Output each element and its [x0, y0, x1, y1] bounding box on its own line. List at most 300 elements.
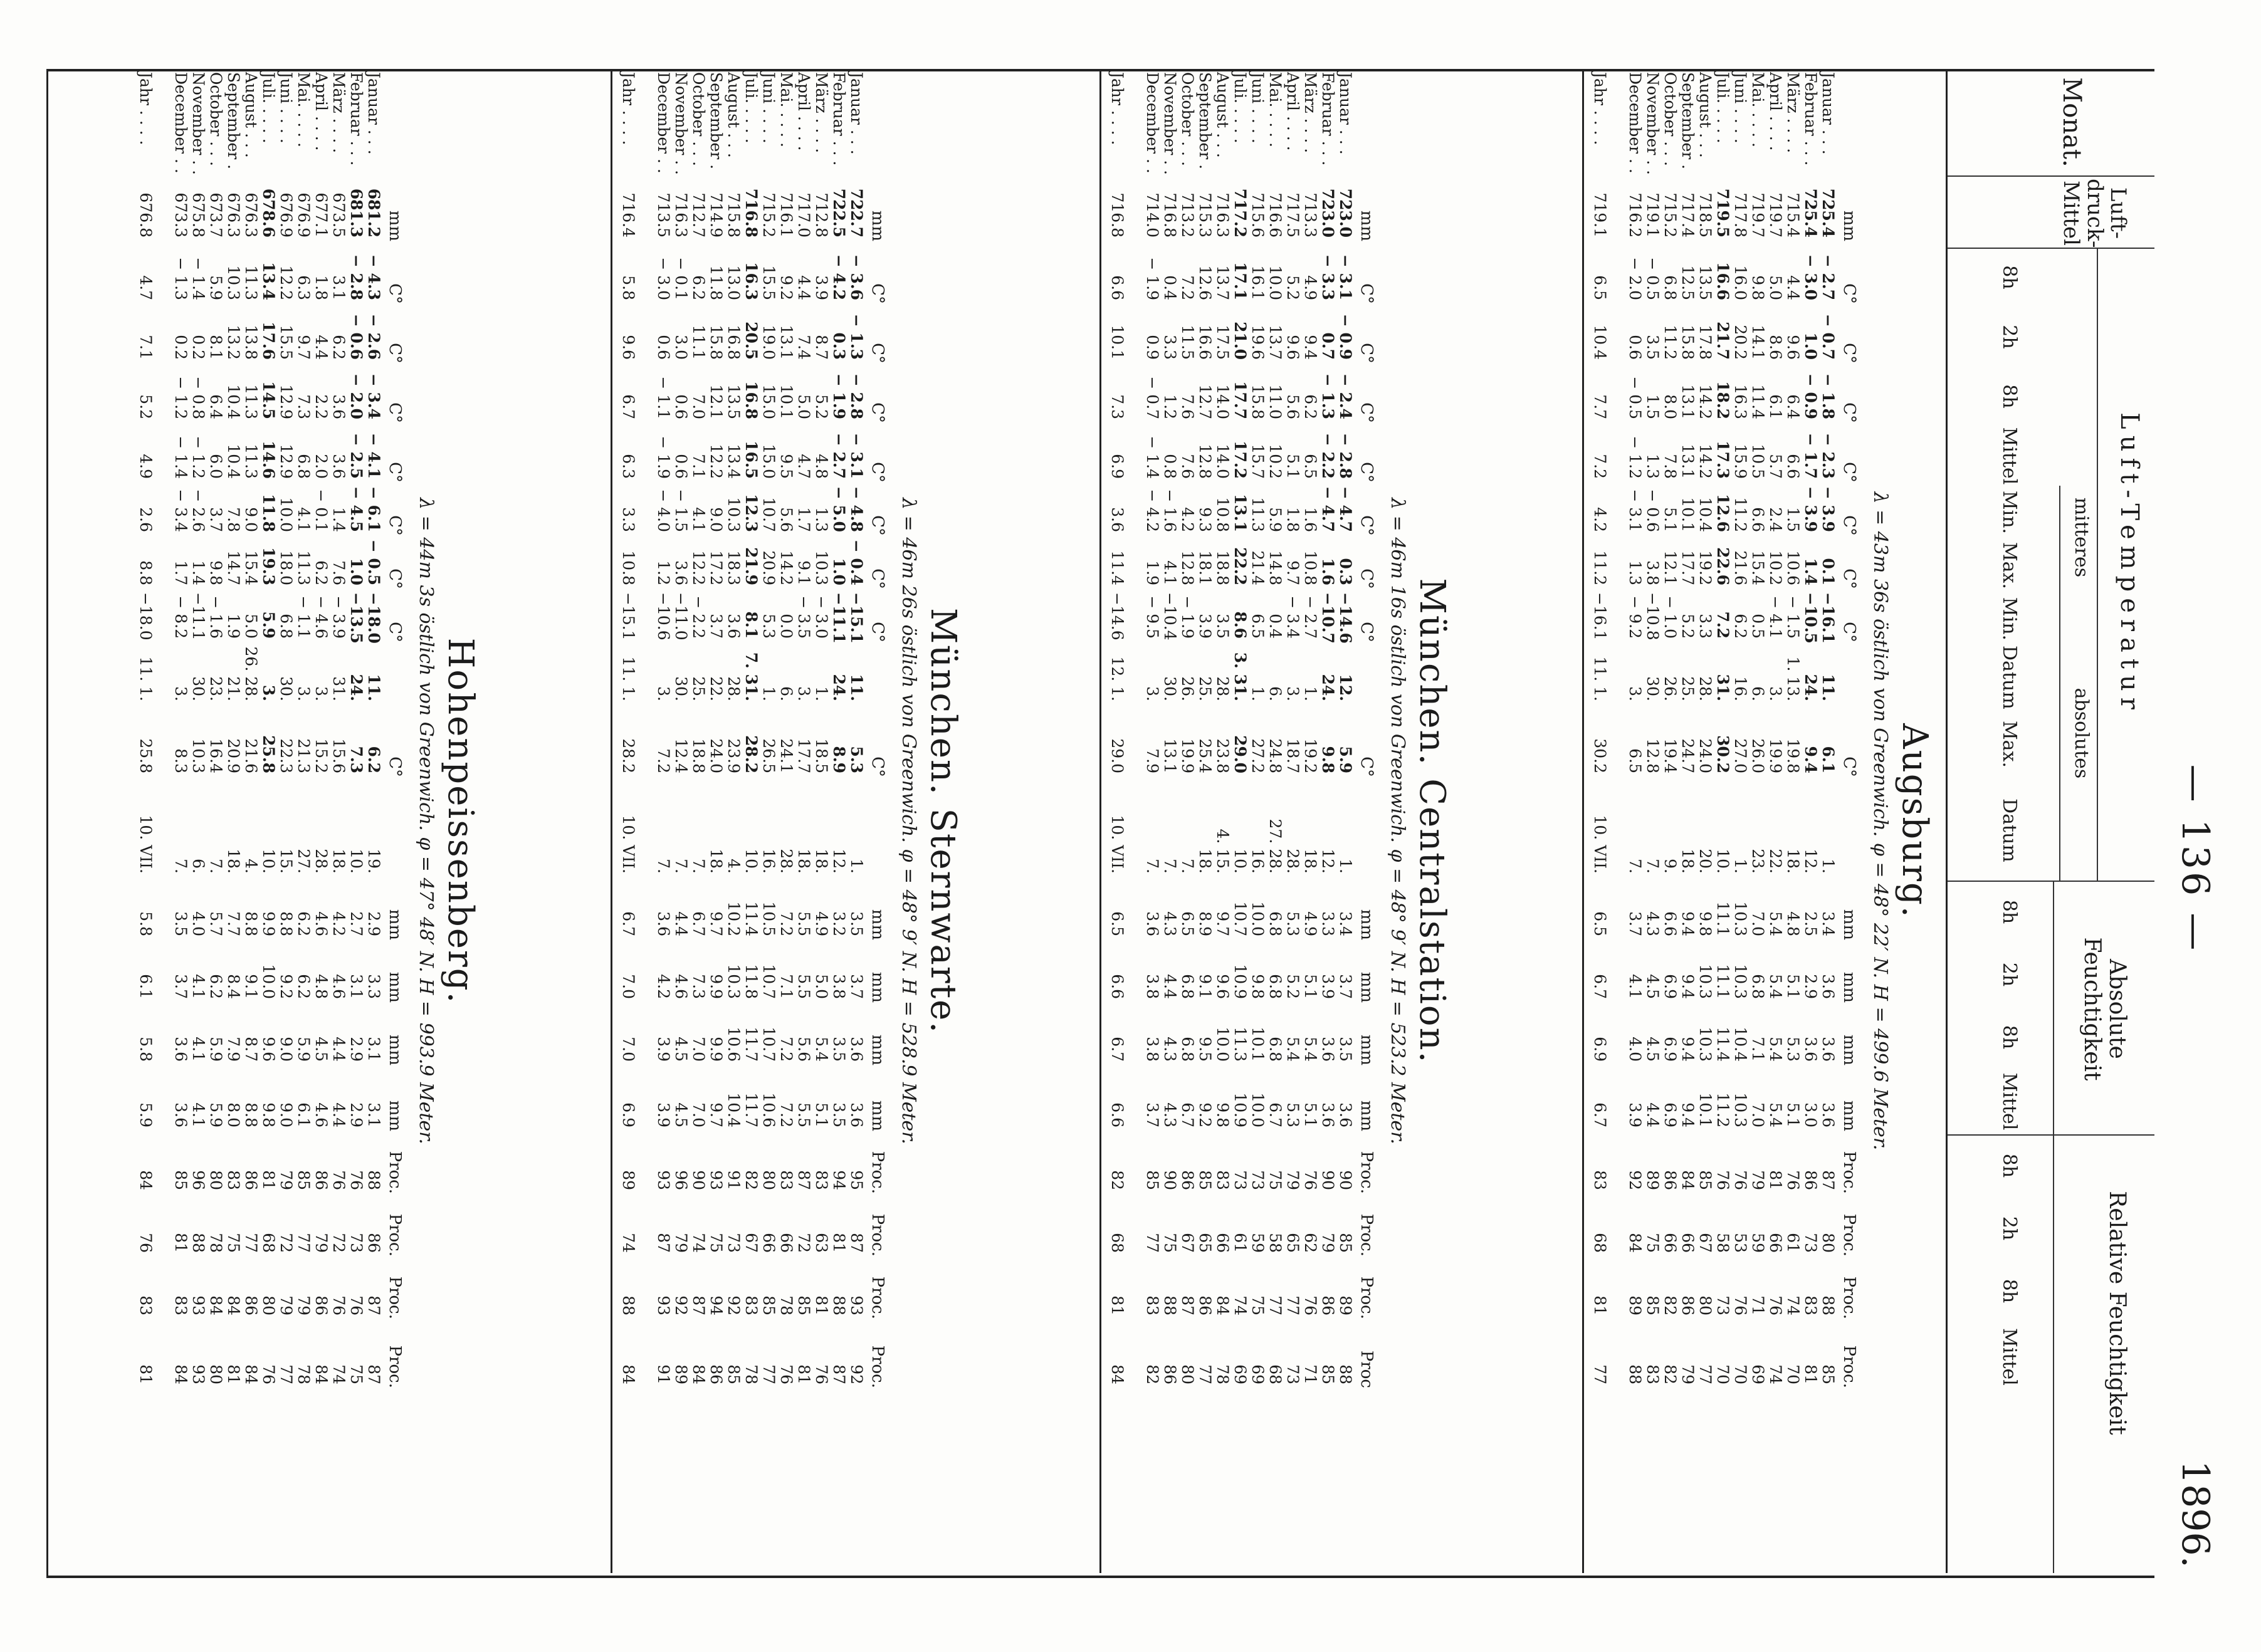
table-cell: 26.0: [1749, 738, 1767, 773]
table-cell: 80: [207, 1364, 225, 1384]
table-cell: 715.3: [1196, 192, 1214, 238]
table-cell: 9.1: [242, 974, 260, 999]
table-cell: 3.8: [1143, 974, 1162, 999]
col-abs-max: Max.: [1998, 720, 2020, 768]
table-cell: 8.7: [812, 335, 831, 360]
table-cell: 85: [295, 1170, 313, 1190]
table-cell: − 2.6: [365, 313, 383, 360]
table-cell: 3.3: [1319, 911, 1337, 936]
table-cell: − 0.5: [365, 539, 383, 585]
table-cell: 90: [1161, 1170, 1179, 1190]
table-cell: 77: [295, 1233, 313, 1253]
table-cell: 6.8: [1178, 974, 1197, 999]
table-cell: 16.6: [1196, 325, 1214, 360]
table-cell: 14.5: [260, 381, 278, 419]
table-cell: 75: [1249, 1295, 1267, 1315]
table-cell: 16.: [1249, 849, 1267, 874]
table-cell: 74: [330, 1364, 348, 1384]
table-cell: 5.1: [1661, 507, 1679, 532]
unit-label: mm: [868, 1034, 887, 1065]
table-cell: 7.0: [1749, 911, 1767, 936]
table-cell: 13.0: [725, 265, 743, 300]
table-cell: 1.5: [1784, 507, 1802, 532]
table-cell: 3.: [172, 686, 190, 701]
table-cell: 84: [690, 1364, 708, 1384]
month-row: [726, 69, 742, 1573]
table-cell: 1.: [847, 859, 866, 874]
table-cell: 2.5: [1802, 911, 1820, 936]
table-cell: 10.3: [189, 738, 207, 773]
month-label: Februar . . .: [347, 72, 365, 166]
table-cell: 3.: [1766, 686, 1785, 701]
table-cell: 25.: [1679, 676, 1697, 701]
table-cell: 77: [1266, 1295, 1284, 1315]
table-cell: 3.5: [1644, 335, 1662, 360]
table-cell: 717.2: [1231, 188, 1249, 238]
table-cell: 10. VII.: [619, 815, 637, 874]
table-cell: 717.0: [795, 192, 813, 238]
table-cell: 9.3: [1196, 507, 1214, 532]
table-cell: 83: [1802, 1295, 1820, 1315]
table-cell: 10.2: [1266, 444, 1284, 479]
table-cell: 7.0: [1749, 1102, 1767, 1127]
table-cell: 20.2: [1731, 325, 1750, 360]
table-cell: 10.3: [1696, 1027, 1714, 1062]
table-cell: 1.: [760, 686, 778, 701]
table-cell: 5.4: [1766, 911, 1785, 936]
col-8h: 8h: [1998, 265, 2020, 290]
table-cell: 9.9: [707, 1037, 725, 1062]
table-cell: − 6.1: [365, 486, 383, 532]
table-cell: 4.1: [1626, 974, 1644, 999]
table-cell: 3.1: [347, 974, 365, 999]
table-cell: 4.6: [672, 974, 690, 999]
table-cell: 5.7: [207, 911, 225, 936]
table-cell: 84: [1626, 1233, 1644, 1253]
table-cell: 18.2: [1714, 381, 1732, 419]
month-label: April . . . .: [312, 72, 330, 151]
table-cell: 6.1: [137, 974, 155, 999]
header-luft-temperatur: Luft-Temperatur: [2115, 412, 2144, 716]
month-label: December . .: [172, 72, 190, 174]
table-cell: 81: [830, 1233, 848, 1253]
table-cell: 9.: [1661, 859, 1679, 874]
table-cell: 723.0: [1319, 188, 1337, 238]
col-rel-mittel: Mittel: [1998, 1328, 2020, 1386]
table-cell: 95: [847, 1170, 866, 1190]
table-cell: 79: [1284, 1170, 1302, 1190]
table-cell: 11.3: [1231, 1027, 1249, 1062]
table-cell: 4.2: [330, 911, 348, 936]
table-cell: 18.: [812, 849, 831, 874]
table-cell: − 3.9: [1802, 486, 1820, 532]
table-cell: 25.: [1196, 676, 1214, 701]
table-cell: 3.6: [1802, 1037, 1820, 1062]
table-cell: 19.2: [1301, 738, 1319, 773]
table-cell: 83: [1214, 1170, 1232, 1190]
table-cell: 9.2: [1196, 1102, 1214, 1127]
table-cell: 1.8: [312, 275, 330, 300]
table-cell: 12. 1.: [1108, 656, 1126, 701]
table-cell: 4.1: [189, 1037, 207, 1062]
table-cell: 68: [260, 1233, 278, 1253]
table-cell: 13.5: [725, 384, 743, 419]
table-cell: 26. 28.: [242, 646, 260, 701]
table-cell: 17.2: [1231, 441, 1249, 479]
month-row: [1303, 69, 1318, 1573]
table-cell: 10.3: [812, 550, 831, 585]
table-cell: −10.6: [654, 592, 673, 640]
table-cell: 5.4: [812, 1037, 831, 1062]
table-cell: 88: [619, 1295, 637, 1315]
table-cell: 85: [795, 1295, 813, 1315]
table-cell: 15.2: [312, 738, 330, 773]
table-cell: 12.5: [1679, 265, 1697, 300]
month-row: [1662, 69, 1678, 1573]
table-cell: −16.1: [1819, 592, 1837, 644]
table-cell: 90: [690, 1170, 708, 1190]
table-cell: − 0.7: [1143, 376, 1162, 419]
table-cell: 80: [1819, 1233, 1837, 1253]
table-cell: 7.: [654, 859, 673, 874]
table-cell: 1.3: [1626, 560, 1644, 585]
month-row: [296, 69, 312, 1573]
table-cell: 6.8: [277, 614, 295, 639]
table-cell: 4.2: [654, 974, 673, 999]
table-cell: 6.8: [1266, 911, 1284, 936]
month-label: Jahr . . . .: [1591, 72, 1609, 145]
table-cell: 4.8: [312, 974, 330, 999]
table-cell: 12.8: [1196, 444, 1214, 479]
table-cell: 69: [1749, 1364, 1767, 1384]
table-cell: 6.2: [295, 911, 313, 936]
table-cell: 80: [1696, 1295, 1714, 1315]
table-cell: 15.8: [1679, 325, 1697, 360]
month-label: Juni . . . .: [277, 72, 295, 144]
table-cell: 6.9: [1661, 1037, 1679, 1062]
table-cell: 5.3: [1284, 1102, 1302, 1127]
month-label: August . . .: [725, 72, 743, 158]
table-cell: 6.2: [207, 974, 225, 999]
table-cell: 86: [1161, 1364, 1179, 1384]
table-cell: 9.4: [1679, 1037, 1697, 1062]
table-cell: 21.6: [1731, 550, 1750, 585]
table-cell: 30.: [1644, 676, 1662, 701]
table-cell: 7.0: [619, 974, 637, 999]
table-cell: 5.0: [812, 974, 831, 999]
table-cell: 70: [1714, 1364, 1732, 1384]
unit-label: C°: [386, 622, 404, 642]
table-cell: 74: [619, 1233, 637, 1253]
table-cell: 26.: [1661, 676, 1679, 701]
table-cell: 9.5: [777, 454, 795, 479]
table-cell: 88: [365, 1170, 383, 1190]
table-cell: − 4.1: [365, 432, 383, 479]
table-cell: 5.5: [795, 1102, 813, 1127]
table-cell: 10. VII.: [1591, 815, 1609, 874]
month-label: Jahr . . . .: [1108, 72, 1126, 145]
table-cell: 16.0: [1731, 265, 1750, 300]
col-rel-8h: 8h: [1998, 1278, 2020, 1304]
table-cell: 676.3: [224, 192, 243, 238]
year-row: [621, 69, 636, 1573]
unit-label: Proc: [1357, 1350, 1376, 1388]
table-cell: 7.: [172, 859, 190, 874]
table-cell: 22.: [1766, 849, 1785, 874]
table-cell: 11.4: [1749, 384, 1767, 419]
table-cell: 13.7: [1266, 325, 1284, 360]
table-cell: 6.9: [1591, 1037, 1609, 1062]
table-cell: 18.0: [277, 550, 295, 585]
unit-label: mm: [868, 210, 887, 241]
table-cell: 13.1: [1679, 444, 1697, 479]
table-cell: 715.2: [760, 192, 778, 238]
table-cell: 8.0: [1661, 394, 1679, 419]
table-cell: 0.4: [1161, 275, 1179, 300]
month-row: [1627, 69, 1643, 1573]
table-cell: 4.6: [312, 1102, 330, 1127]
table-cell: 4.4: [330, 1102, 348, 1127]
table-cell: 78: [1214, 1364, 1232, 1384]
table-cell: 4.: [725, 859, 743, 874]
table-cell: − 4.1: [1766, 595, 1785, 639]
table-cell: 7.2: [1714, 611, 1732, 639]
table-cell: 4.1: [1161, 560, 1179, 585]
table-cell: 16.8: [742, 381, 760, 419]
table-cell: 7.6: [1178, 454, 1197, 479]
table-cell: 10.7: [760, 964, 778, 999]
table-cell: 18.5: [812, 738, 831, 773]
table-cell: 30.: [672, 676, 690, 701]
table-cell: −16.1: [1591, 592, 1609, 640]
month-label: Januar . . .: [1336, 72, 1355, 155]
table-cell: 4.9: [137, 454, 155, 479]
table-cell: 7.2: [777, 911, 795, 936]
month-label: Januar . . .: [365, 72, 383, 155]
month-label: September .: [1196, 72, 1214, 170]
table-cell: 84: [619, 1364, 637, 1384]
table-cell: −11.0: [672, 592, 690, 640]
table-cell: 28.: [1214, 676, 1232, 701]
table-cell: 19.4: [1661, 738, 1679, 773]
table-cell: − 4.6: [312, 595, 330, 639]
table-cell: 10.3: [1731, 964, 1750, 999]
unit-label: C°: [386, 343, 404, 363]
table-cell: 96: [189, 1170, 207, 1190]
table-cell: 1. 13.: [1784, 656, 1802, 701]
table-cell: 1.: [1819, 859, 1837, 874]
month-label: September .: [1679, 72, 1697, 170]
table-cell: 9.6: [260, 1037, 278, 1062]
table-cell: 11.2: [1661, 325, 1679, 360]
table-cell: 76: [347, 1170, 365, 1190]
table-cell: 0.3: [830, 332, 848, 360]
table-cell: − 1.7: [1802, 432, 1820, 479]
col-rel-2h: 2h: [1998, 1216, 2020, 1241]
table-cell: 17.8: [1696, 325, 1714, 360]
table-cell: 7.: [1143, 859, 1162, 874]
table-cell: 6.6: [1784, 454, 1802, 479]
table-cell: 28.: [725, 676, 743, 701]
table-cell: 7.: [1626, 859, 1644, 874]
table-cell: 4.4: [330, 1037, 348, 1062]
table-cell: 716.1: [777, 192, 795, 238]
table-cell: 83: [1591, 1170, 1609, 1190]
table-cell: 11.4: [1108, 550, 1126, 585]
table-cell: 81: [224, 1364, 243, 1384]
table-cell: 78: [295, 1364, 313, 1384]
month-label: Jahr . . . .: [619, 72, 637, 145]
table-cell: 716.8: [742, 188, 760, 238]
table-cell: − 2.5: [347, 432, 365, 479]
table-cell: 18.: [330, 849, 348, 874]
col-abs-min: Min.: [1998, 597, 2020, 641]
table-cell: 715.2: [1661, 192, 1679, 238]
table-cell: 11.3: [1249, 497, 1267, 532]
table-cell: 86: [312, 1295, 330, 1315]
month-row: [366, 69, 382, 1573]
table-cell: 53: [1731, 1233, 1750, 1253]
table-cell: 75: [1266, 1170, 1284, 1190]
table-cell: 715.8: [725, 192, 743, 238]
col-abs-8h: 8h: [1998, 899, 2020, 924]
table-cell: 87: [795, 1170, 813, 1190]
table-cell: 73: [1802, 1233, 1820, 1253]
table-cell: 7. 31.: [742, 652, 760, 701]
table-cell: 6.9: [1661, 1102, 1679, 1127]
table-cell: 1.9: [224, 614, 243, 639]
table-cell: 80: [760, 1170, 778, 1190]
table-cell: 88: [189, 1233, 207, 1253]
table-cell: 24.0: [707, 738, 725, 773]
table-cell: 94: [830, 1170, 848, 1190]
table-cell: 4.9: [1301, 275, 1319, 300]
table-cell: 3.: [260, 684, 278, 701]
table-cell: 87: [654, 1233, 673, 1253]
table-cell: 27.2: [1249, 738, 1267, 773]
table-cell: 10.9: [1231, 1092, 1249, 1127]
month-row: [673, 69, 689, 1573]
table-cell: 6.7: [1591, 1102, 1609, 1127]
table-cell: 8.8: [137, 560, 155, 585]
unit-label: mm: [386, 1100, 404, 1131]
month-row: [1715, 69, 1731, 1573]
table-cell: 719.1: [1591, 192, 1609, 238]
month-label: October . . .: [690, 72, 708, 167]
table-cell: 3.6: [330, 394, 348, 419]
table-cell: 1.6: [1301, 507, 1319, 532]
table-cell: 7.2: [1178, 275, 1197, 300]
table-cell: − 4.5: [347, 486, 365, 532]
month-row: [1750, 69, 1766, 1573]
table-cell: − 0.9: [1336, 313, 1355, 360]
table-cell: 11.5: [1178, 325, 1197, 360]
table-cell: 85: [1319, 1364, 1337, 1384]
table-cell: 6.4: [207, 394, 225, 419]
table-cell: 84: [137, 1170, 155, 1190]
table-cell: 80: [260, 1295, 278, 1315]
table-cell: 722.5: [830, 188, 848, 238]
table-cell: 3.6: [1319, 1102, 1337, 1127]
month-label: November . .: [1161, 72, 1179, 175]
table-cell: 28.2: [619, 738, 637, 773]
section-divider: [1582, 69, 1584, 1573]
table-cell: 719.1: [1644, 192, 1662, 238]
table-cell: 81: [795, 1364, 813, 1384]
table-cell: 15.4: [242, 550, 260, 585]
month-label: December . .: [654, 72, 673, 174]
month-row: [1232, 69, 1248, 1573]
table-cell: 6.8: [295, 454, 313, 479]
table-cell: 87: [365, 1295, 383, 1315]
table-cell: 0.0: [777, 614, 795, 639]
unit-label: C°: [1357, 515, 1376, 536]
table-cell: 18.: [1196, 849, 1214, 874]
table-cell: 11.3: [242, 384, 260, 419]
table-cell: 11.: [1819, 674, 1837, 701]
table-cell: − 1.3: [1319, 373, 1337, 419]
table-cell: 6.7: [619, 394, 637, 419]
table-cell: 5.9: [260, 611, 278, 639]
station-title: Augsburg.: [1894, 723, 1935, 919]
table-cell: 3.: [295, 686, 313, 701]
table-cell: − 1.5: [1784, 595, 1802, 639]
table-cell: 61: [1231, 1233, 1249, 1253]
table-cell: −18.0: [137, 592, 155, 640]
table-cell: 5.7: [1766, 454, 1785, 479]
table-cell: 4.7: [795, 454, 813, 479]
table-cell: 3.5: [847, 911, 866, 936]
table-cell: 0.3: [1336, 558, 1355, 585]
table-cell: 12.9: [277, 384, 295, 419]
table-cell: 3.: [1143, 686, 1162, 701]
table-cell: 86: [365, 1233, 383, 1253]
table-cell: 3.6: [172, 1037, 190, 1062]
table-cell: 21.7: [1714, 322, 1732, 360]
table-cell: 30.: [1161, 676, 1179, 701]
table-cell: 13.1: [1161, 738, 1179, 773]
table-cell: 3.4: [1819, 911, 1837, 936]
table-cell: 3.: [312, 686, 330, 701]
table-cell: 9.8: [1249, 974, 1267, 999]
col-abs-2h: 2h: [1998, 962, 2020, 987]
table-cell: 9.7: [707, 1102, 725, 1127]
table-cell: 6.5: [1178, 911, 1197, 936]
unit-label: C°: [868, 756, 887, 777]
table-cell: 88: [1161, 1295, 1179, 1315]
table-cell: − 4.2: [830, 254, 848, 300]
table-cell: 17.7: [1231, 381, 1249, 419]
table-cell: 85: [1819, 1364, 1837, 1384]
unit-label: mm: [1357, 909, 1376, 940]
col-max: Max.: [1998, 541, 2020, 590]
table-cell: 66: [1661, 1233, 1679, 1253]
table-cell: 2.9: [347, 1102, 365, 1127]
unit-label: Proc.: [1840, 1276, 1859, 1319]
table-cell: 3.7: [1143, 1102, 1162, 1127]
table-cell: 719.7: [1749, 192, 1767, 238]
table-cell: 7.4: [795, 335, 813, 360]
table-cell: 30.: [189, 676, 207, 701]
table-cell: − 1.9: [830, 373, 848, 419]
table-cell: − 3.4: [1284, 595, 1302, 639]
table-cell: 725.4: [1802, 188, 1820, 238]
header-monat: Monat.: [2057, 77, 2086, 167]
table-cell: 10.3: [1731, 901, 1750, 936]
table-cell: 5.1: [1784, 974, 1802, 999]
table-cell: 2.7: [347, 911, 365, 936]
table-cell: 9.8: [1319, 746, 1337, 773]
